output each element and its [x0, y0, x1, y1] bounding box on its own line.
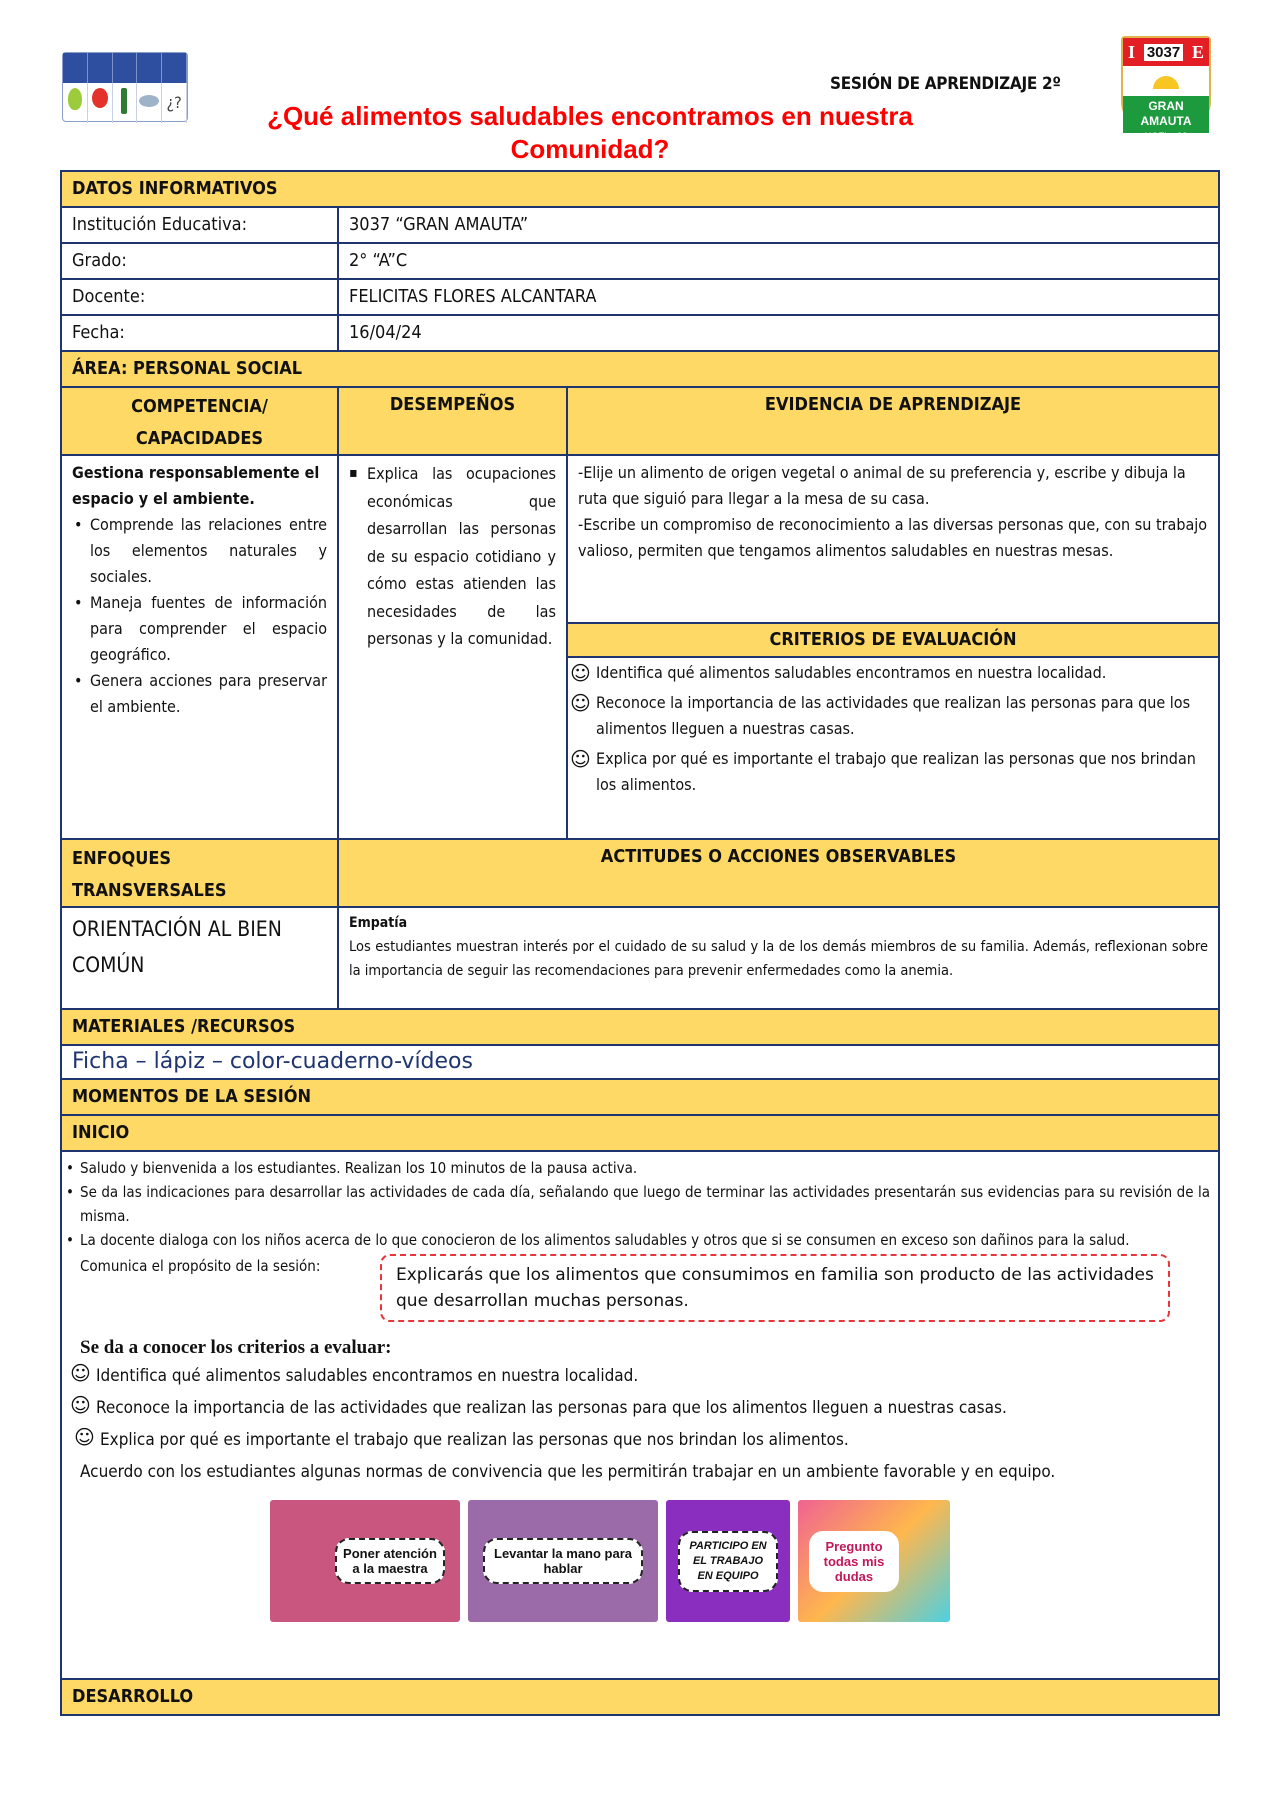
- enfoque-value-title: Empatía: [349, 915, 408, 931]
- inicio-criterio-item: Reconoce la importancia de las actividades que realizan las personas para que los alimentos lleguen a nuestras casas.: [96, 1398, 1007, 1418]
- criterio-item: Explica por qué es importante el trabajo que realizan las personas que nos brindan los alimentos.: [596, 749, 1196, 794]
- criterio-item: Identifica qué alimentos saludables encontramos en nuestra localidad.: [596, 663, 1107, 682]
- materiales-value: Ficha – lápiz – color-cuaderno-vídeos: [72, 1049, 473, 1074]
- evidencia-column: [566, 456, 1218, 838]
- sun-book-icon: [1153, 76, 1179, 89]
- smiley-icon: ☺: [570, 691, 591, 715]
- crest-ugel: UGEL - 02: [1144, 131, 1188, 141]
- enfoque-value-text: Los estudiantes muestran interés por el cuidado de su salud y la de los demás miembros de su familia. Además, reflexionan sobre la importancia de seguir las recomendaciones para prevenir enfermedades como la anemia.: [349, 939, 1208, 979]
- momentos-header: MOMENTOS DE LA SESIÓN: [62, 1080, 1218, 1114]
- crest-school-name: GRAN AMAUTA: [1140, 99, 1192, 128]
- crest-letter-left: I: [1128, 41, 1136, 62]
- norm-card: [468, 1500, 658, 1622]
- norm-card: [666, 1500, 790, 1622]
- question-mark: ¿?: [162, 83, 187, 123]
- norm-card: [270, 1500, 460, 1622]
- actitudes-header: ACTITUDES O ACCIONES OBSERVABLES: [337, 840, 1218, 906]
- inicio-bullet: • Saludo y bienvenida a los estudiantes. Realizan los 10 minutos de la pausa activa.: [70, 1156, 1210, 1180]
- datos-value: 16/04/24: [337, 316, 1218, 350]
- norm-card: [798, 1500, 950, 1622]
- criterios-intro: Se da a conocer los criterios a evaluar:: [80, 1337, 392, 1358]
- inicio-content: [62, 1152, 1218, 1678]
- datos-row: [62, 314, 1218, 350]
- smiley-icon: ☺: [570, 661, 591, 685]
- datos-row: [62, 278, 1218, 314]
- smiley-icon: ☺: [74, 1425, 95, 1449]
- crest-letter-right: E: [1191, 41, 1204, 62]
- smiley-icon: ☺: [70, 1361, 91, 1385]
- inicio-bullet: • Se da las indicaciones para desarrollar las actividades de cada día, señalando que luego de terminar las actividades presentarán sus evidencias para su revisión de la misma.: [70, 1180, 1210, 1228]
- enfoque-description: [337, 908, 1218, 1008]
- enfoques-header: ENFOQUES TRANSVERSALES: [62, 840, 337, 906]
- purpose-label: Comunica el propósito de la sesión:: [80, 1257, 321, 1275]
- competencia-cell: [62, 456, 337, 838]
- competencia-header: COMPETENCIA/ CAPACIDADES: [62, 388, 337, 454]
- capacidad-item: • Maneja fuentes de información para comprender el espacio geográfico.: [72, 590, 327, 668]
- area-title: ÁREA: PERSONAL SOCIAL: [62, 352, 1218, 386]
- datos-label: Docente:: [72, 286, 146, 307]
- smiley-icon: ☺: [70, 1393, 91, 1417]
- food-chart-logo: [62, 52, 188, 122]
- evidencia-header: EVIDENCIA DE APRENDIZAJE: [566, 388, 1218, 454]
- inicio-criterios-list: [70, 1360, 1210, 1488]
- datos-section-title: DATOS INFORMATIVOS: [62, 172, 1218, 206]
- inicio-criterio-item: Identifica qué alimentos saludables encontramos en nuestra localidad.: [96, 1366, 639, 1386]
- datos-value: FELICITAS FLORES ALCANTARA: [337, 280, 1218, 314]
- datos-row: [62, 206, 1218, 242]
- capacidad-item: • Genera acciones para preservar el ambiente.: [72, 668, 327, 720]
- smiley-icon: ☺: [570, 747, 591, 771]
- acuerdo-text: Acuerdo con los estudiantes algunas normas de convivencia que les permitirán trabajar en un ambiente favorable y en equipo.: [80, 1462, 1056, 1482]
- competencia-title: Gestiona responsablemente el espacio y el ambiente.: [72, 463, 320, 508]
- capacidad-item: • Comprende las relaciones entre los elementos naturales y sociales.: [72, 512, 327, 590]
- datos-label: Grado:: [72, 250, 127, 271]
- norm-card-text: Poner atención a la maestra: [335, 1538, 445, 1584]
- norm-card-text: Pregunto todas mis dudas: [809, 1531, 899, 1592]
- evidencia-item: -Elije un alimento de origen vegetal o animal de su preferencia y, escribe y dibuja la ruta que siguió para llegar a la mesa de su casa.: [578, 463, 1186, 508]
- enfoque-name: ORIENTACIÓN AL BIEN COMÚN: [72, 917, 282, 977]
- norm-card-text: PARTICIPO EN EL TRABAJO EN EQUIPO: [678, 1531, 778, 1592]
- purpose-box: Explicarás que los alimentos que consumimos en familia son producto de las actividades que desarrollan muchas personas.: [380, 1254, 1170, 1322]
- school-crest-logo: [1121, 36, 1211, 141]
- datos-label: Institución Educativa:: [72, 214, 248, 235]
- session-label: SESIÓN DE APRENDIZAJE 2º: [830, 74, 1061, 94]
- desempeno-cell: [337, 456, 566, 838]
- inicio-criterio-item: Explica por qué es importante el trabajo que realizan las personas que nos brindan los alimentos.: [100, 1430, 849, 1450]
- desarrollo-header: DESARROLLO: [62, 1680, 1218, 1714]
- criterios-list: [568, 658, 1218, 798]
- datos-label: Fecha:: [72, 322, 125, 343]
- norm-cards: [270, 1500, 1210, 1622]
- criterio-item: Reconoce la importancia de las actividades que realizan las personas para que los alimentos lleguen a nuestras casas.: [596, 693, 1191, 738]
- datos-value: 3037 “GRAN AMAUTA”: [337, 208, 1218, 242]
- session-table: [60, 170, 1220, 1716]
- norm-card-text: Levantar la mano para hablar: [483, 1538, 643, 1584]
- materiales-header: MATERIALES /RECURSOS: [62, 1010, 1218, 1044]
- evidencia-item: -Escribe un compromiso de reconocimiento a las diversas personas que, con su trabajo valioso, permiten que tengamos alimentos saludables en nuestras mesas.: [578, 515, 1208, 560]
- inicio-bullet: • La docente dialoga con los niños acerca de lo que conocieron de los alimentos saludables y otros que si se consumen en exceso son dañinos para la salud.: [70, 1228, 1210, 1252]
- datos-row: [62, 242, 1218, 278]
- desempeno-item: ▪ Explica las ocupaciones económicas que desarrollan las personas de su espacio cotidiano y cómo estas atienden las necesidades de las personas y la comunidad.: [349, 460, 556, 653]
- crest-number: 3037: [1144, 44, 1183, 61]
- criterios-header: CRITERIOS DE EVALUACIÓN: [568, 622, 1218, 658]
- evidencia-cell: [568, 456, 1218, 622]
- inicio-header: INICIO: [62, 1116, 1218, 1150]
- datos-value: 2° “A”C: [337, 244, 1218, 278]
- desempenos-header: DESEMPEÑOS: [337, 388, 566, 454]
- page-title: ¿Qué alimentos saludables encontramos en nuestra Comunidad?: [267, 101, 913, 164]
